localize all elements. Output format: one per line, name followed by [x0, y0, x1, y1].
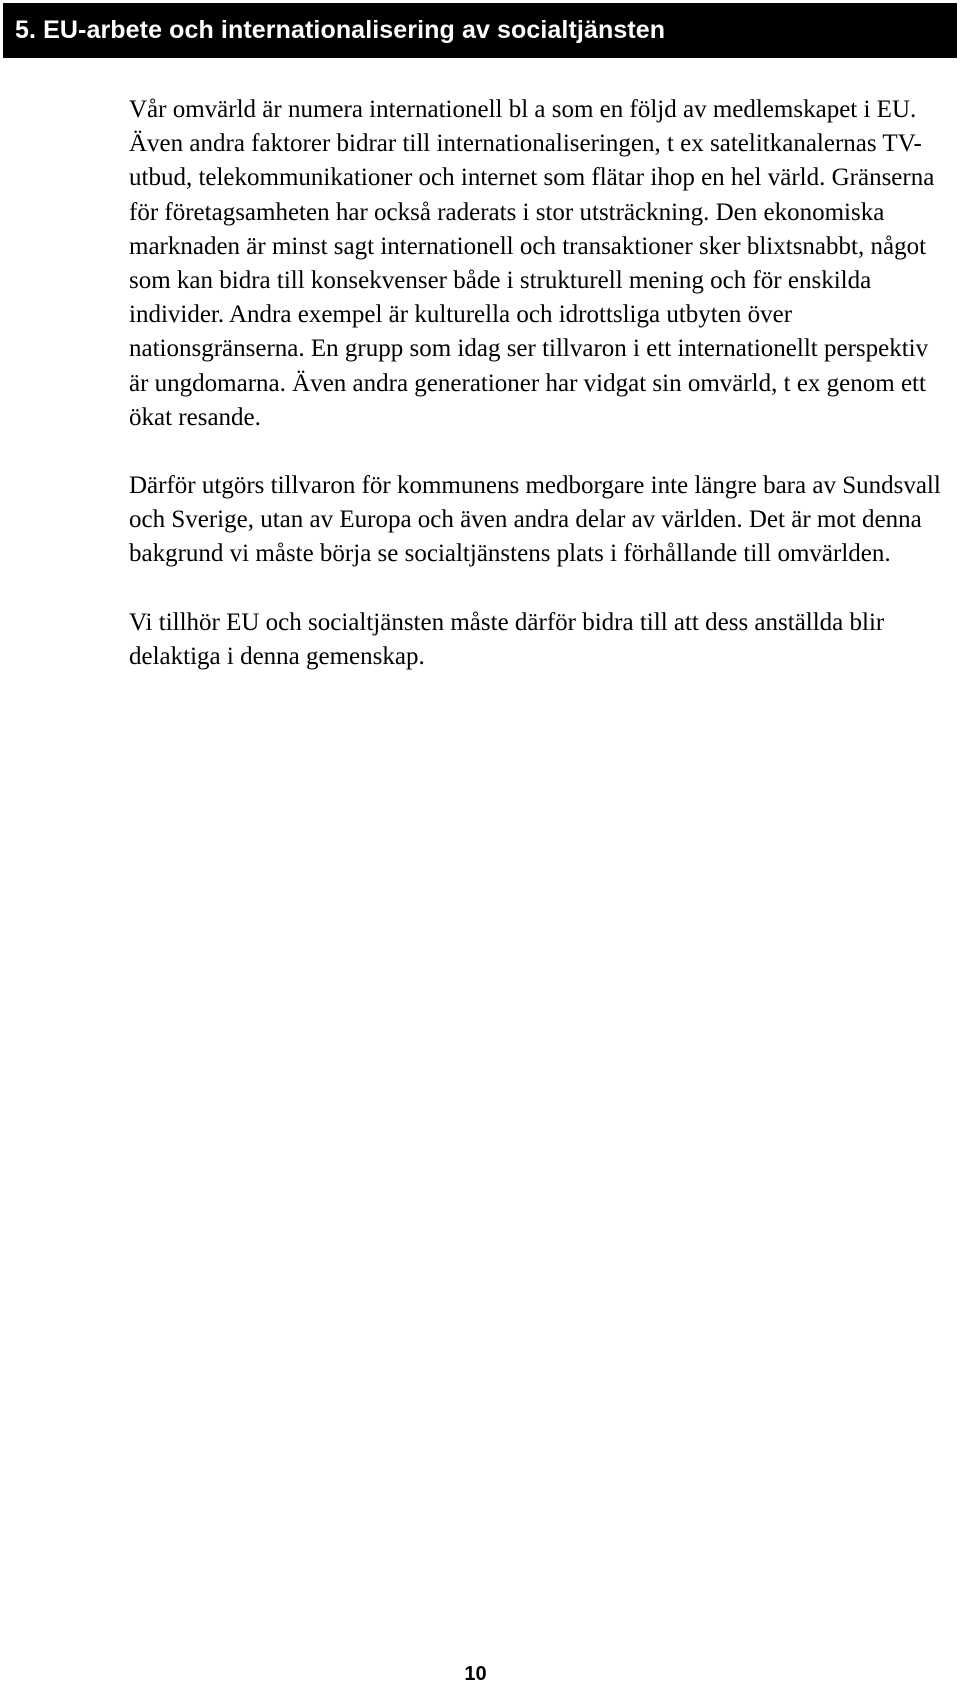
section-heading: 5. EU-arbete och internationalisering av socialtjänsten — [15, 16, 666, 44]
page-number: 10 — [464, 1663, 487, 1685]
body-text — [129, 93, 951, 674]
paragraph-3: Vi tillhör EU och socialtjänsten måste därför bidra till att dess anställda blir delaktiga i denna gemenskap. — [129, 608, 885, 670]
section-heading-bar — [3, 3, 957, 58]
paragraph-1: Vår omvärld är numera internationell bl a som en följd av medlemskapet i EU. Även andra faktorer bidrar till internationaliseringen, t ex satelitkanalernas TV-utbud, telekommunikationer och internet som flätar ihop en hel värld. Gränserna för företagsamheten har också raderats i stor utsträckning. Den ekonomiska marknaden är minst sagt internationell och transaktioner sker blixtsnabbt, något som kan bidra till konsekvenser både i strukturell mening och för enskilda individer. Andra exempel är kulturella och idrottsliga utbyten över nationsgränserna. En grupp som idag ser tillvaron i ett internationellt perspektiv är ungdomarna. Även andra generationer har vidgat sin omvärld, t ex genom ett ökat resande. — [129, 96, 935, 431]
paragraph-2: Därför utgörs tillvaron för kommunens medborgare inte längre bara av Sundsvall och Sverige, utan av Europa och även andra delar av världen. Det är mot denna bakgrund vi måste börja se socialtjänstens plats i förhållande till omvärlden. — [129, 472, 941, 568]
